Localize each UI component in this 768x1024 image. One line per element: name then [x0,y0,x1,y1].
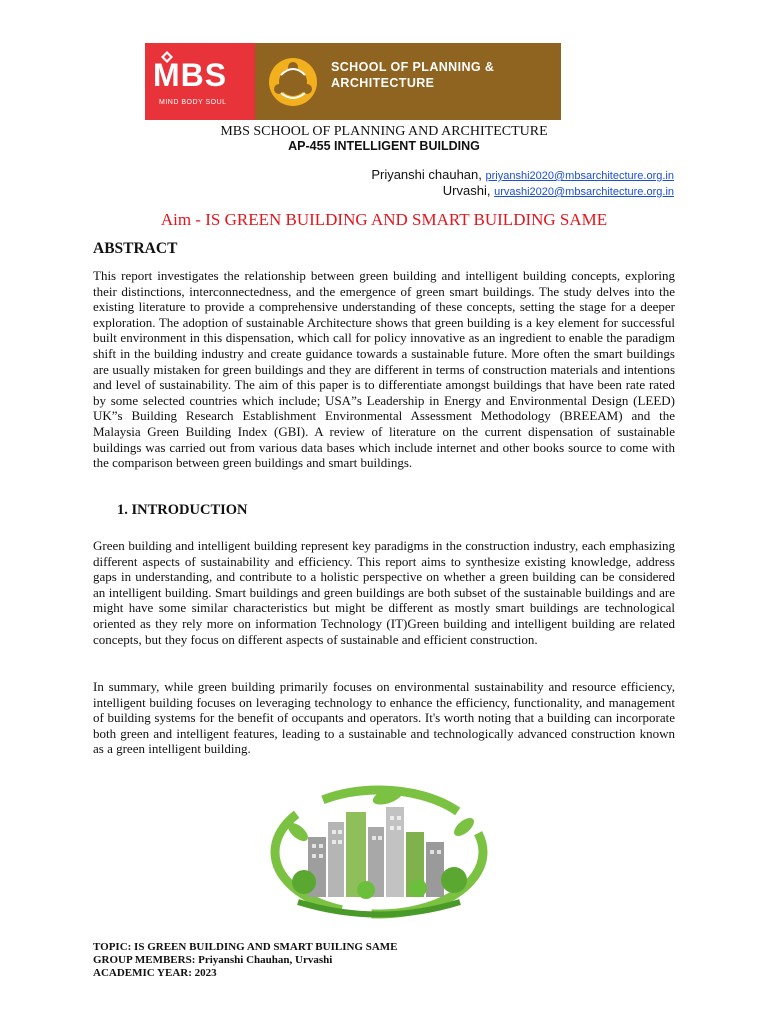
school-emblem-icon [265,55,321,109]
header-banner [145,43,561,120]
footer-members: GROUP MEMBERS: Priyanshi Chauhan, Urvashi [93,954,333,966]
author-email-link[interactable]: priyanshi2020@mbsarchitecture.org.in [485,170,674,182]
school-name: SCHOOL OF PLANNING & ARCHITECTURE [331,60,495,90]
footer-topic: TOPIC: IS GREEN BUILDING AND SMART BUILING SAME [93,941,398,953]
abstract-text: This report investigates the relationship between green building and intelligent building concepts, exploring their distinctions, interconnectedness, and the emergence of green smart buildings. The study delves into the existing literature to provide a comprehensive understanding of these concepts, setting the stage for a deeper exploration. The adoption of sustainable Architecture shows that green building is a key element for successful built environment in this dispensation, which call for policy innovative as an ingredient to enable the paradigm shift in the building industry and create guidance towards a sustainable future. More often the smart buildings are usually mistaken for green buildings and they are different in terms of construction materials and intentions and level of sustainability. The aim of this paper is to differentiate amongst buildings that have been rate rated by some selected countries which include; USA”s Leadership in Energy and Environmental Design (LEED) UK”s Building Research Establishment Environmental Assessment Methodology (BREEAM) and the Malaysia Green Building Index (GBI). A review of literature on the current dispensation of sustainable buildings was carried out from various data bases which include internet and other books source to come with the comparison between green buildings and smart buildings. [93,268,675,471]
mbs-logo [145,43,255,120]
author-1 [371,167,674,182]
introduction-paragraph-2: In summary, while green building primarily focuses on environmental sustainability and resource efficiency, intelligent building focuses on leveraging technology to enhance the efficiency, functionality, and management of building systems for the benefit of occupants and operators. It's worth noting that a building can incorporate both green and intelligent features, leading to a sustainable and technologically advanced construction known as a green intelligent building. [93,679,675,757]
aim-title: Aim - IS GREEN BUILDING AND SMART BUILDING SAME [160,210,608,229]
introduction-heading: 1. INTRODUCTION [117,502,248,518]
mbs-tagline: MIND BODY SOUL [159,99,227,106]
course-title: AP-455 INTELLIGENT BUILDING [288,139,480,153]
author-name: Priyanshi chauhan, [371,167,482,182]
footer-year: ACADEMIC YEAR: 2023 [93,967,217,979]
author-email-link[interactable]: urvashi2020@mbsarchitecture.org.in [494,186,674,198]
footer-info [93,941,398,980]
introduction-paragraph-1: Green building and intelligent building represent key paradigms in the construction industry, each emphasizing different aspects of sustainability and efficiency. This report aims to synthesize existing knowledge, address gaps in understanding, and contribute to a holistic perspective on whether a green building can be considered an intelligent building. Smart buildings and green buildings are both subset of the sustainable buildings and are might have some similar characteristics but might be different as mostly smart buildings are technological oriented as they rely more on information Technology (IT)Green building and intelligent building are related concepts, but they focus on different aspects of sustainable and efficient construction. [93,538,675,647]
school-logo [255,43,561,120]
institute-name: MBS SCHOOL OF PLANNING AND ARCHITECTURE [220,124,548,139]
green-city-illustration [268,782,490,922]
author-name: Urvashi, [442,183,491,198]
mbs-logo-text: MBS [153,57,228,93]
abstract-heading: ABSTRACT [93,240,178,257]
author-2 [443,183,674,198]
